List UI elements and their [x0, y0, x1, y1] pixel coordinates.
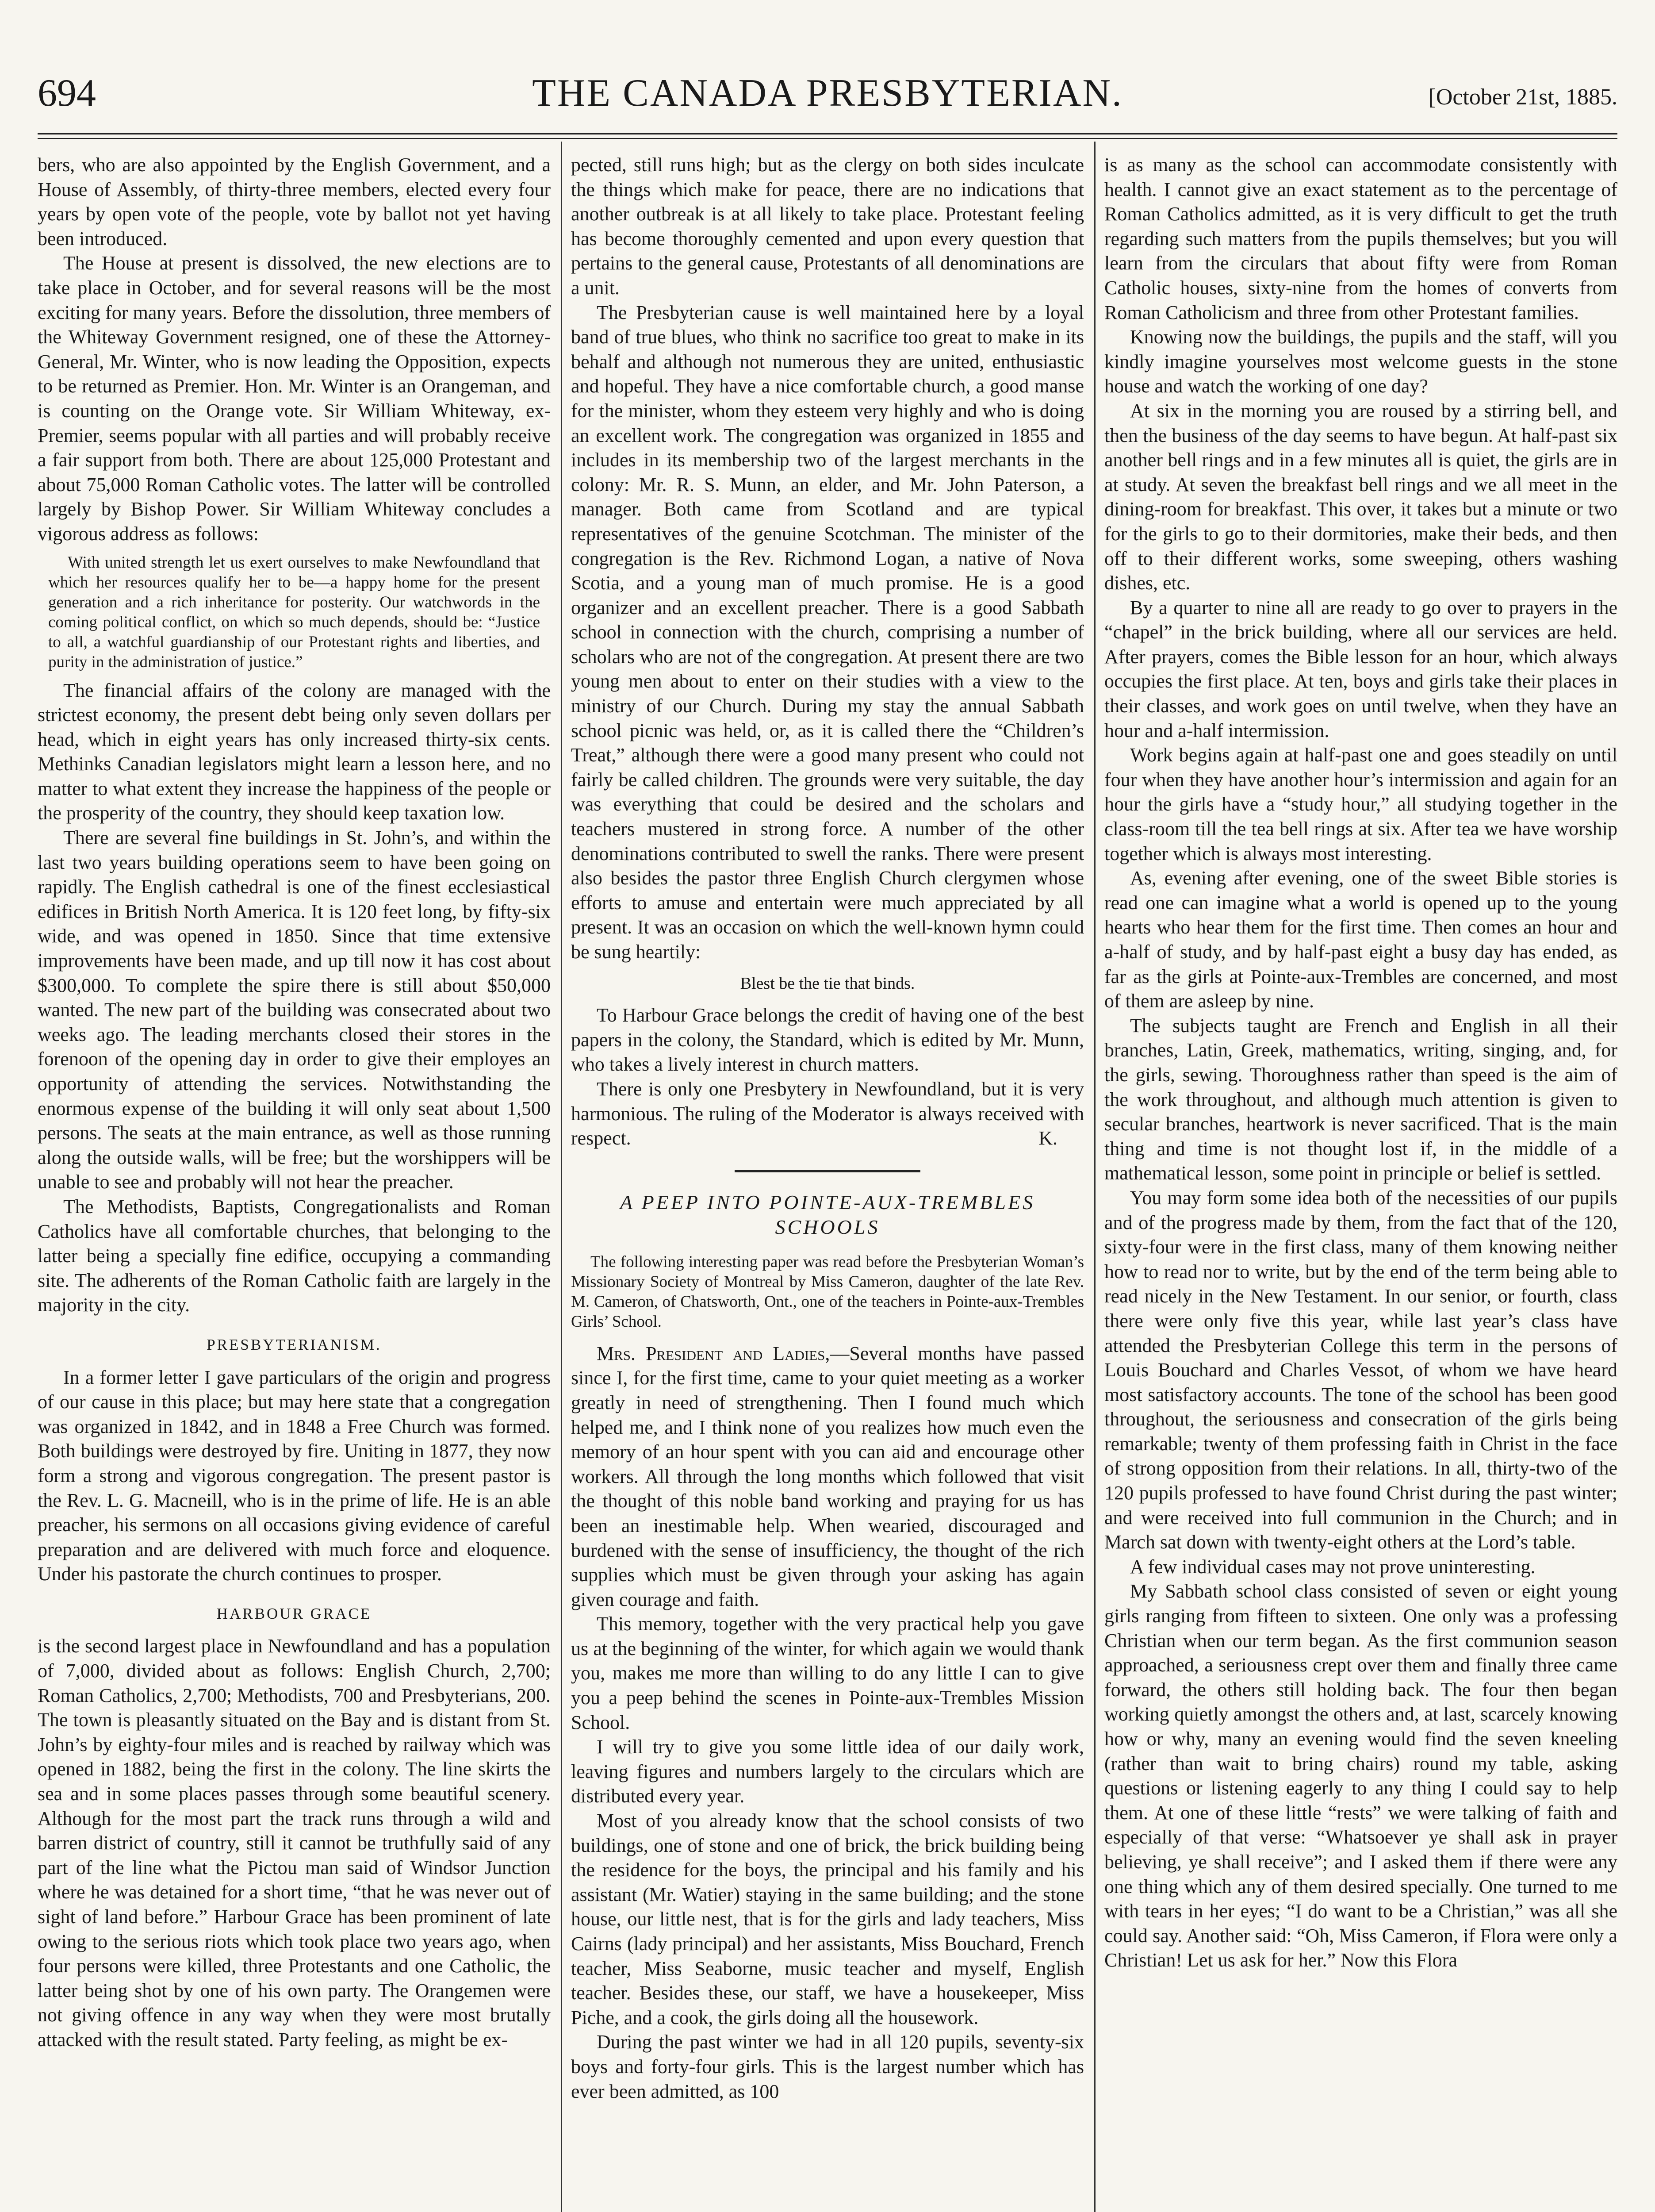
- paragraph: My Sabbath school class consisted of seven or eight young girls ranging from fifteen to sixteen. One only was a professing Christian when our term began. As the first communion season approached, a seriousness crept over them and finally three came forward, the others still holding back. The four then began working quietly amongst the others and, at last, scarcely knowing how or why, many an evening would find the seven kneeling (rather than wait to bring chairs) round my table, asking questions or listening eagerly to any thing I could say to help them. At one of these little “rests” we were talking of faith and especially of that verse: “Whatsoever ye shall ask in prayer believing, ye shall receive”; and I asked them if there were any one thing which any of them desired specially. One turned to me with tears in her eyes; “I do want to be a Christian,” was all she could say. Another said: “Oh, Miss Cameron, if Flora were only a Christian! Let us ask for her.” Now this Flora: [1104, 1580, 1617, 1971]
- header-rule-thin: [38, 138, 1617, 139]
- column-1: [38, 153, 551, 2212]
- salutation: Mrs. President and Ladies,: [597, 1342, 830, 1364]
- hymn-line: Blest be the tie that binds.: [740, 974, 915, 993]
- paragraph: The financial affairs of the colony are managed with the strictest economy, the present debt being only seven dollars per head, which in eight years has only increased thirty-six cents. Methinks Canadian legislators might learn a lesson here, and no matter to what extent they increase the happiness of the people or the prosperity of the country, they should keep taxation low.: [38, 679, 551, 824]
- paragraph: The subjects taught are French and English in all their branches, Latin, Greek, mathematics, writing, singing, and, for the girls, sewing. Thoroughness rather than speed is the aim of the work throughout, and although much attention is given to secular branches, heartwork is never sacrificed. That is the main thing and time is not thought lost if, in the middle of a mathematical lesson, some point in principle or belief is settled.: [1104, 1014, 1617, 1184]
- paragraph: The Methodists, Baptists, Congregationalists and Roman Catholics have all comfortable churches, that belonging to the latter being a specially fine edifice, occupying a commanding site. The adherents of the Roman Catholic faith are largely in the majority in the city.: [38, 1195, 551, 1316]
- paragraph: Knowing now the buildings, the pupils and the staff, will you kindly imagine yourselves most welcome guests in the stone house and watch the working of one day?: [1104, 326, 1617, 397]
- paragraph-text: There is only one Presbytery in Newfoundland, but it is very harmonious. The ruling of the Moderator is always received with respect.: [571, 1078, 1084, 1149]
- paragraph: There are several fine buildings in St. John’s, and within the last two years building operations seem to have been going on rapidly. The English cathedral is one of the finest ecclesiastical edifices in British North America. It is 120 feet long, by fifty-six wide, and was opened in 1850. Since that time extensive improvements have been made, and up till now it has cost about $300,000. To complete the spire there is still about $50,000 wanted. The new part of the building was consecrated about two weeks ago. The leading merchants closed their stores in the forenoon of the opening day in order to give their employes an opportunity of attending the services. Notwithstanding the enormous expense of the building it will only seat about 1,500 persons. The seats at the main entrance, as well as those running along the outside walls, will be free; but the worshippers will be unable to see and probably will not hear the preacher.: [38, 827, 551, 1193]
- issue-date: [October 21st, 1885.: [1428, 84, 1617, 110]
- page-header: [38, 71, 1617, 137]
- paragraph: A few individual cases may not prove uninteresting.: [1130, 1555, 1536, 1578]
- paragraph: At six in the morning you are roused by a stirring bell, and then the business of the day seems to have begun. At half-past six another bell rings and in a few minutes all is quiet, the girls are in at study. At seven the breakfast bell rings and we all meet in the dining-room for breakfast. This over, it takes but a minute or two for the girls to go to their dormitories, make their beds, and then off to their different works, some sweeping, others washing dishes, etc.: [1104, 399, 1617, 594]
- paragraph: pected, still runs high; but as the clergy on both sides inculcate the things which make for peace, there are no indications that another outbreak is at all likely to take place. Protestant feeling has become thoroughly cemented and upon every question that pertains to the general cause, Protestants of all denominations are a unit.: [571, 154, 1084, 299]
- paragraph: This memory, together with the very practical help you gave us at the beginning of the winter, for which again we would thank you, makes me more than willing to do any little I can to give you a peep behind the scenes in Pointe-aux-Trembles Mission School.: [571, 1613, 1084, 1733]
- paragraph: Most of you already know that the school consists of two buildings, one of stone and one of brick, the brick building being the residence for the boys, the principal and his family and his assistant (Mr. Watier) staying in the same building; and the stone house, our little nest, that is for the girls and lady teachers, Miss Cairns (lady principal) and her assistants, Miss Bouchard, French teacher, Miss Seaborne, music teacher and myself, English teacher. Besides these, our staff, we have a housekeeper, Miss Piche, and a cook, the girls doing all the housework.: [571, 1810, 1084, 2028]
- header-rule: [38, 133, 1617, 134]
- paragraph: I will try to give you some little idea of our daily work, leaving figures and numbers largely to the circulars which are distributed every year.: [571, 1736, 1084, 1807]
- paragraph: Work begins again at half-past one and goes steadily on until four when they have another hour’s intermission and again for an hour the girls have a “study hour,” all studying together in the class-room till the tea bell rings at six. After tea we have worship together which is always most interesting.: [1104, 744, 1617, 864]
- paragraph: [571, 1077, 1084, 1151]
- paragraph: You may form some idea both of the necessities of our pupils and of the progress made by them, from the fact that of the 120, sixty-four were in the first class, many of them knowing neither how to read nor to write, but by the end of the term being able to read nicely in the New Testament. In our senior, or fourth, class there were only five this year, while last year’s class have attended the Presbyterian College this term in the persons of Louis Bouchard and Charles Vessot, of whom we have heard most satisfactory accounts. The tone of the school has been good throughout, the seriousness and consecration of the girls being remarkable; twenty of them professing faith in Christ in the face of strong opposition from their relations. In all, thirty-two of the 120 pupils professed to have found Christ during the past winter; and were received into full communion in the Church; and in March sat down with twenty-eight others at the Lord’s table.: [1104, 1187, 1617, 1553]
- paragraph: The House at present is dissolved, the new elections are to take place in October, and for several reasons will be the most exciting for many years. Before the dissolution, three members of the Whiteway Government resigned, one of these the Attorney-General, Mr. Winter, who is now leading the Opposition, expects to be returned as Premier. Hon. Mr. Winter is an Orangeman, and is counting on the Orange vote. Sir William Whiteway, ex-Premier, seems popular with all parties and will probably receive a fair support from both. There are about 125,000 Protestant and about 75,000 Roman Catholic votes. The latter will be controlled largely by Bishop Power. Sir William Whiteway concludes a vigorous address as follows:: [38, 252, 551, 545]
- signature: K.: [1038, 1127, 1057, 1149]
- article-title: A PEEP INTO POINTE-AUX-TREMBLES SCHOOLS: [620, 1190, 1035, 1238]
- page-number: 694: [38, 72, 96, 115]
- paragraph: During the past winter we had in all 120 pupils, seventy-six boys and forty-four girls. This is the largest number which has ever been admitted, as 100: [571, 2031, 1084, 2102]
- column-divider: [1094, 142, 1096, 2212]
- paragraph: In a former letter I gave particulars of the origin and progress of our cause in this place; but may here state that a congregation was organized in 1842, and in 1848 a Free Church was formed. Both buildings were destroyed by fire. Uniting in 1877, they now form a strong and vigorous congregation. The present pastor is the Rev. L. G. Macneill, who is in the prime of life. He is an able preacher, his sermons on all occasions giving evidence of careful preparation and are delivered with much force and eloquence. Under his pastorate the church continues to prosper.: [38, 1366, 551, 1585]
- paragraph: The Presbyterian cause is well maintained here by a loyal band of true blues, who think no sacrifice too great to make in its behalf and although not numerous they are united, enthusiastic and hopeful. They have a nice comfortable church, a good manse for the minister, whom they esteem very highly and who is doing an excellent work. The congregation was organized in 1855 and includes in its membership two of the largest merchants in the colony: Mr. R. S. Munn, an elder, and Mr. John Paterson, a manager. Both came from Scotland and are typical representatives of the genuine Scotchman. The minister of the congregation is the Rev. Richmond Logan, a native of Nova Scotia, and a young man of much promise. He is a good organizer and an excellent preacher. There is a good Sabbath school in connection with the church, comprising a number of scholars who are not of the congregation. At present there are two young men about to enter on their studies with a view to the ministry of our Church. During my stay the annual Sabbath school picnic was held, or, as it is called there the “Children’s Treat,” although there were a good many present who could not fairly be called children. The grounds were very suitable, the day was everything that could be desired and the scholars and teachers mustered in strong force. A number of the other denominations contributed to swell the ranks. There were present also besides the pastor three English Church clergymen whose efforts to amuse and entertain were much appreciated by all present. It was an occasion on which the well-known hymn could be sung heartily:: [571, 301, 1084, 963]
- paragraph: is the second largest place in Newfoundland and has a population of 7,000, divided about as follows: English Church, 2,700; Roman Catholics, 2,700; Methodists, 700 and Presbyterians, 200. The town is pleasantly situated on the Bay and is distant from St. John’s by eighty-four miles and is reached by railway which was opened in 1882, being the first in the colony. The line skirts the sea and in some places passes through some beautiful scenery. Although for the most part the track runs through a wild and barren district of country, still it cannot be truthfully said of any part of the line what the Pictou man said of Windsor Junction where he was detained for a short time, “that he was never out of sight of land before.” Harbour Grace has been prominent of late owing to the serious riots which took place two years ago, when four persons were killed, three Protestants and one Catholic, the latter being shot by one of his own party. The Orangemen were not giving offence in any way when they were most brutally attacked with the result stated. Party feeling, as might be ex-: [38, 1635, 551, 2051]
- paragraph: bers, who are also appointed by the English Government, and a House of Assembly, of thirty-three members, elected every four years by open vote of the people, vote by ballot not yet having been introduced.: [38, 154, 551, 250]
- paragraph: [571, 1341, 1084, 1612]
- section-heading: PRESBYTERIANISM.: [207, 1336, 382, 1353]
- block-quote: With united strength let us exert ourselves to make Newfoundland that which her resources qualify her to be—a happy home for the present generation and a rich inheritance for posterity. Our watchwords in the coming political conflict, on which so much depends, should be: “Justice to all, a watchful guardianship of our Protestant rights and liberties, and purity in the administration of justice.”: [48, 553, 540, 671]
- paragraph: is as many as the school can accommodate consistently with health. I cannot give an exact statement as to the percentage of Roman Catholics admitted, as it is very difficult to get the truth regarding such matters from the pupils themselves; but you will learn from the circulars that about fifty were from Roman Catholic houses, sixty-nine from the homes of converts from Roman Catholicism and three from other Protestant families.: [1104, 154, 1617, 323]
- paragraph: By a quarter to nine all are ready to go over to prayers in the “chapel” in the brick building, where all our services are held. After prayers, comes the Bible lesson for an hour, which always occupies the first place. At ten, boys and girls take their places in their classes, and work goes on until twelve, when they have an hour and a-half intermission.: [1104, 596, 1617, 741]
- column-2: [571, 153, 1084, 2212]
- section-heading: HARBOUR GRACE: [216, 1605, 372, 1622]
- column-3: [1104, 153, 1617, 2212]
- article-intro: The following interesting paper was read before the Presbyterian Woman’s Missionary Society of Montreal by Miss Cameron, daughter of the late Rev. M. Cameron, of Chatsworth, Ont., one of the teachers in Pointe-aux-Trembles Girls’ School.: [571, 1252, 1084, 1331]
- paragraph: As, evening after evening, one of the sweet Bible stories is read one can imagine what a world is opened up to the young hearts who hear them for the first time. Then comes an hour and a-half of study, and by half-past eight a busy day has ended, as far as the girls at Pointe-aux-Trembles are concerned, and most of them are asleep by nine.: [1104, 867, 1617, 1012]
- paragraph: To Harbour Grace belongs the credit of having one of the best papers in the colony, the Standard, which is edited by Mr. Munn, who takes a lively interest in church matters.: [571, 1004, 1084, 1075]
- article-separator: [735, 1170, 920, 1172]
- masthead-title: THE CANADA PRESBYTERIAN.: [532, 72, 1123, 115]
- column-divider: [561, 142, 562, 2212]
- paragraph-text: —Several months have passed since I, for the first time, came to your quiet meeting as a worker greatly in need of strengthening. Then I found much which helped me, and I think none of you realizes how much even the memory of an hour spent with you can aid and encourage other workers. All through the long months which followed that visit the thought of this noble band working and praying for us has been an inestimable help. When wearied, discouraged and burdened with the sense of insufficiency, the thought of the rich supplies which must be given through your asking has again given courage and faith.: [571, 1342, 1084, 1610]
